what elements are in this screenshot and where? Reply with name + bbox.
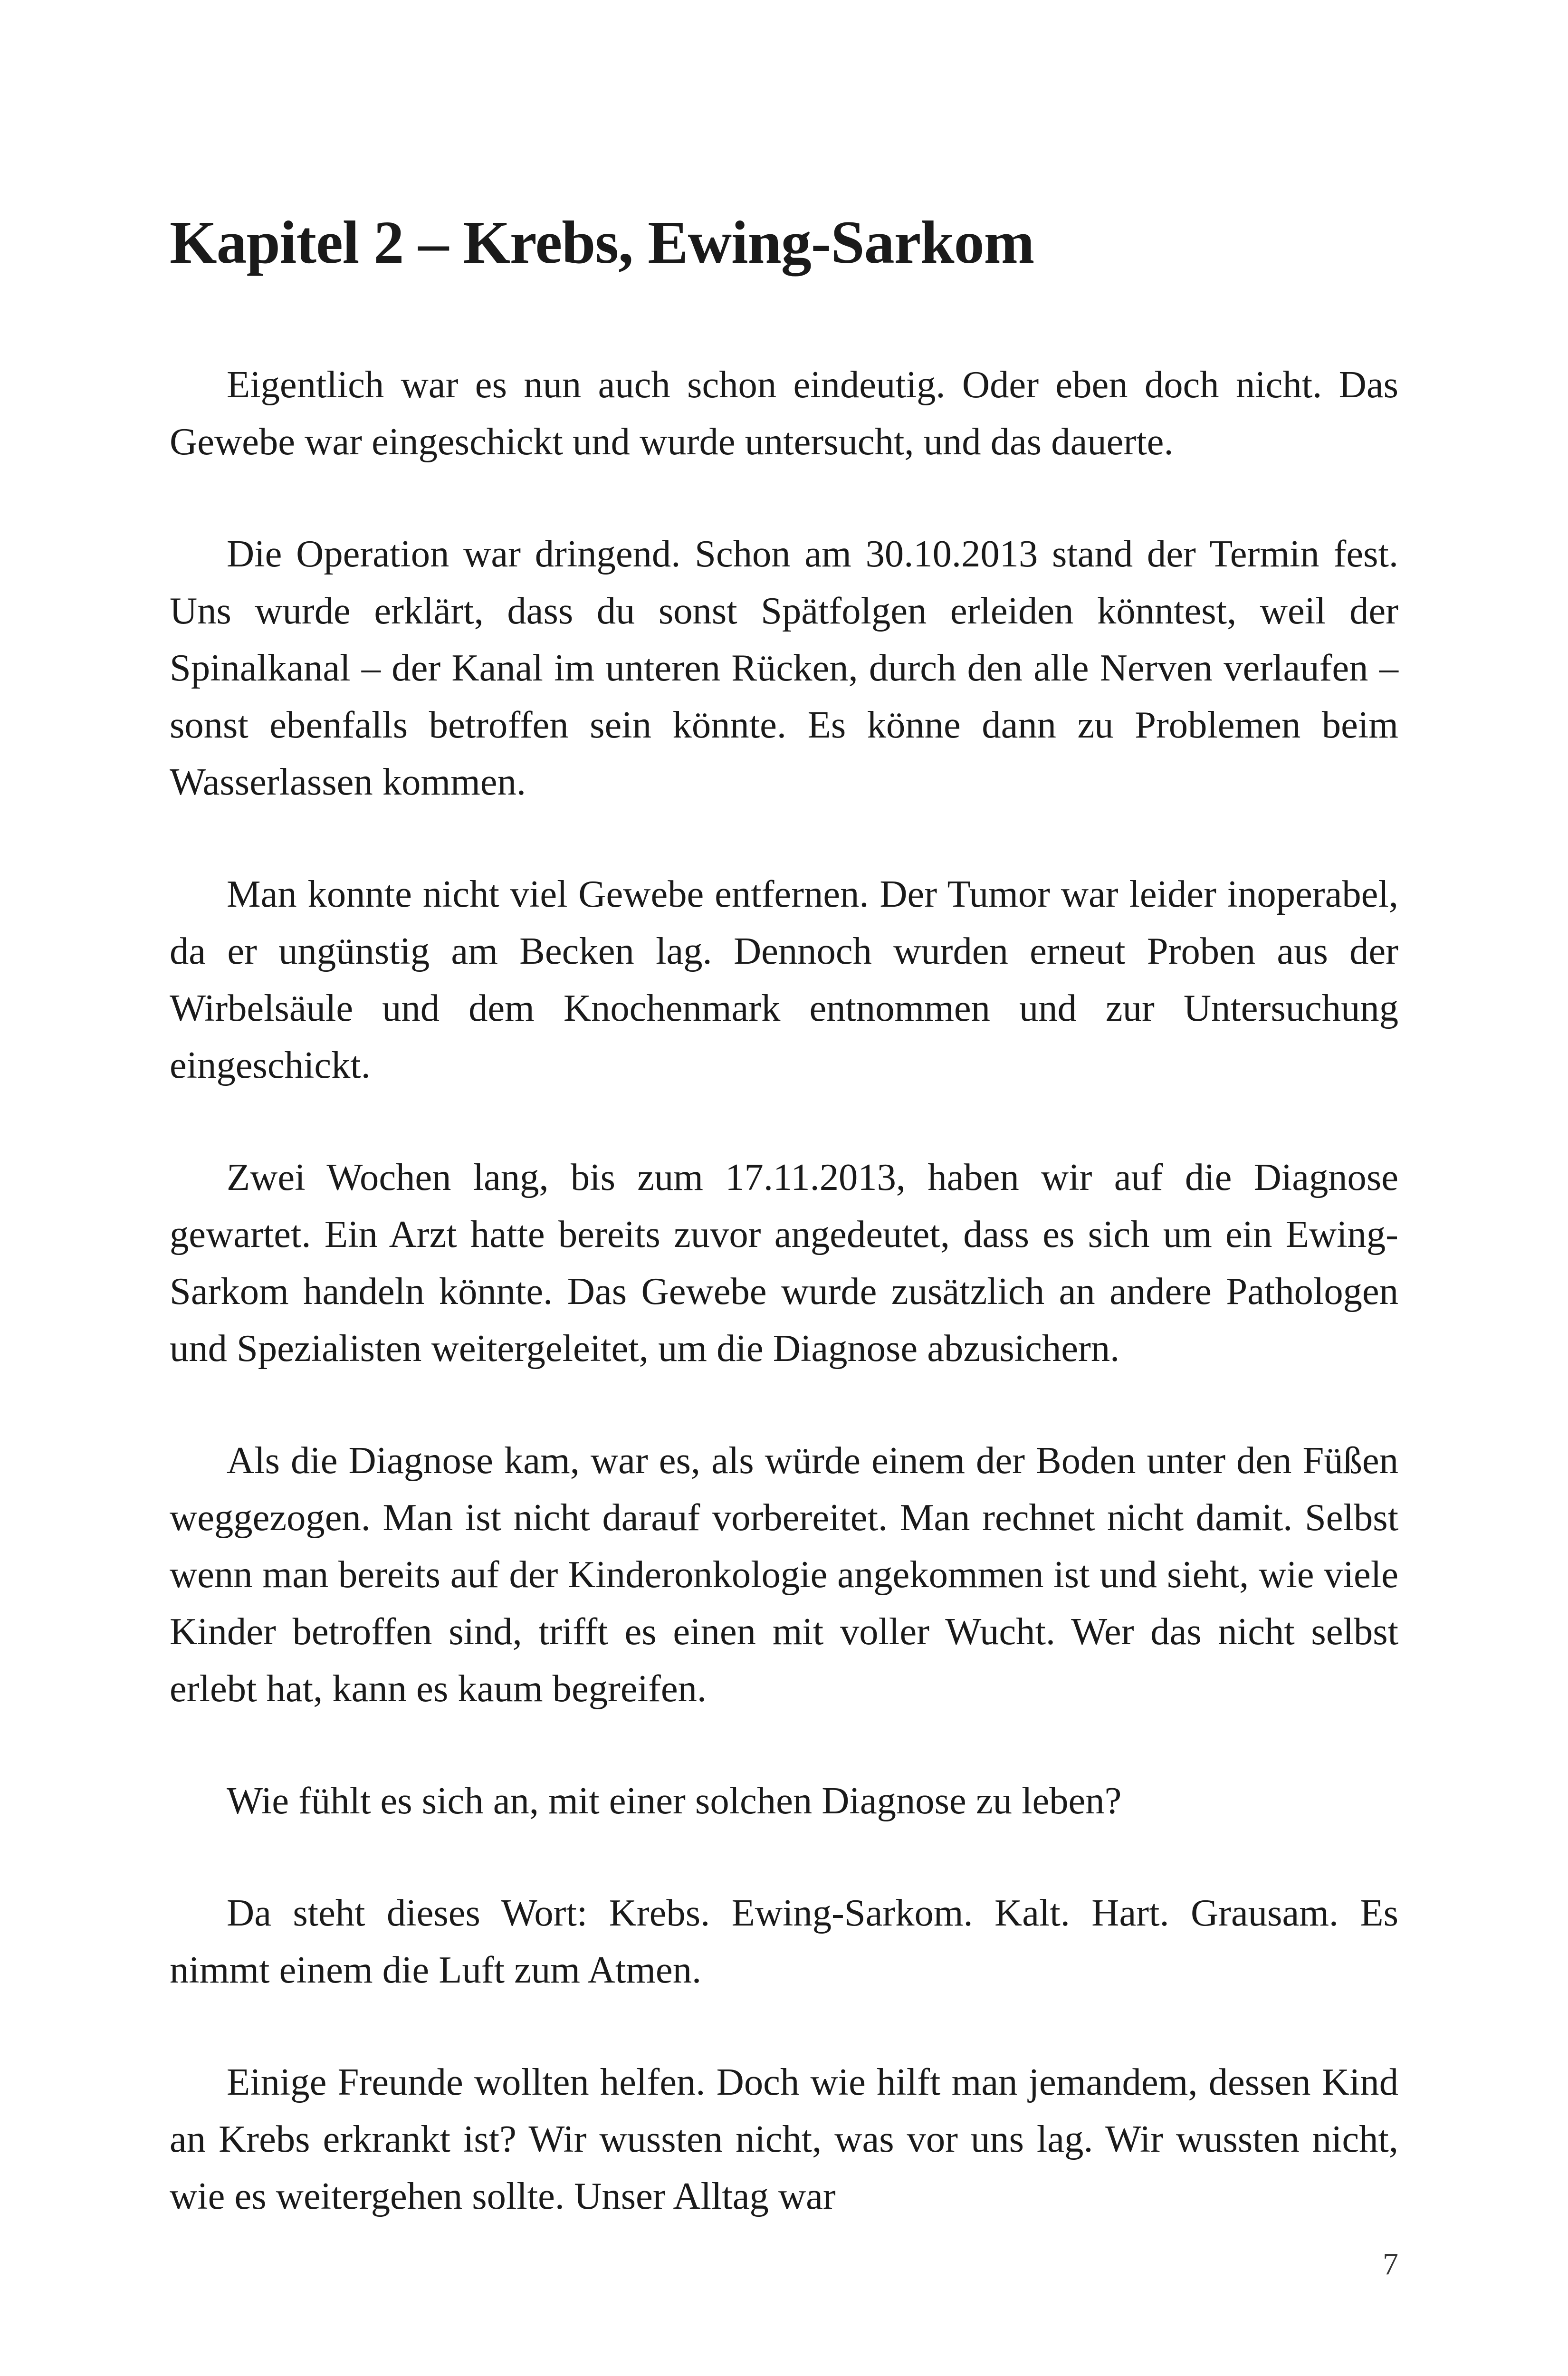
paragraph: Man konnte nicht viel Gewebe entfernen. Der Tumor war leider inoperabel, da er ungünstig am Becken lag. Dennoch wurden erneut Proben aus der Wirbelsäule und dem Knochenmark entnommen und zur Untersuchung eingeschickt. bbox=[170, 873, 1398, 1086]
paragraph: Eigentlich war es nun auch schon eindeutig. Oder eben doch nicht. Das Gewebe war eingeschickt und wurde untersucht, und das dauerte. bbox=[170, 364, 1398, 463]
paragraph: Zwei Wochen lang, bis zum 17.11.2013, haben wir auf die Diagnose gewartet. Ein Arzt hatte bereits zuvor angedeutet, dass es sich um ein Ewing-Sarkom handeln könnte. Das Gewebe wurde zusätzlich an andere Pathologen und Spezialisten weitergeleitet, um die Diagnose abzusichern. bbox=[170, 1156, 1398, 1370]
chapter-title: Kapitel 2 – Krebs, Ewing-Sarkom bbox=[170, 209, 1034, 276]
paragraph: Als die Diagnose kam, war es, als würde einem der Boden unter den Füßen weggezogen. Man ist nicht darauf vorbereitet. Man rechnet nicht damit. Selbst wenn man bereits auf der Kinderonkologie angekommen ist und sieht, wie viele Kinder betroffen sind, trifft es einen mit voller Wucht. Wer das nicht selbst erlebt hat, kann es kaum begreifen. bbox=[170, 1439, 1398, 1710]
paragraph: Die Operation war dringend. Schon am 30.10.2013 stand der Termin fest. Uns wurde erklärt, dass du sonst Spätfolgen erleiden könntest, weil der Spinalkanal – der Kanal im unteren Rücken, durch den alle Nerven verlaufen – sonst ebenfalls betroffen sein könnte. Es könne dann zu Problemen beim Wasserlassen kommen. bbox=[170, 533, 1398, 803]
paragraph: Wie fühlt es sich an, mit einer solchen Diagnose zu leben? bbox=[227, 1780, 1122, 1822]
chapter-body bbox=[170, 356, 1398, 2225]
paragraph: Da steht dieses Wort: Krebs. Ewing-Sarkom. Kalt. Hart. Grausam. Es nimmt einem die Luft zum Atmen. bbox=[170, 1892, 1398, 1991]
paragraph: Einige Freunde wollten helfen. Doch wie hilft man jemandem, dessen Kind an Krebs erkrankt ist? Wir wussten nicht, was vor uns lag. Wir wussten nicht, wie es weitergehen sollte. Unser Alltag war bbox=[170, 2061, 1398, 2217]
page-number: 7 bbox=[1383, 2247, 1398, 2281]
